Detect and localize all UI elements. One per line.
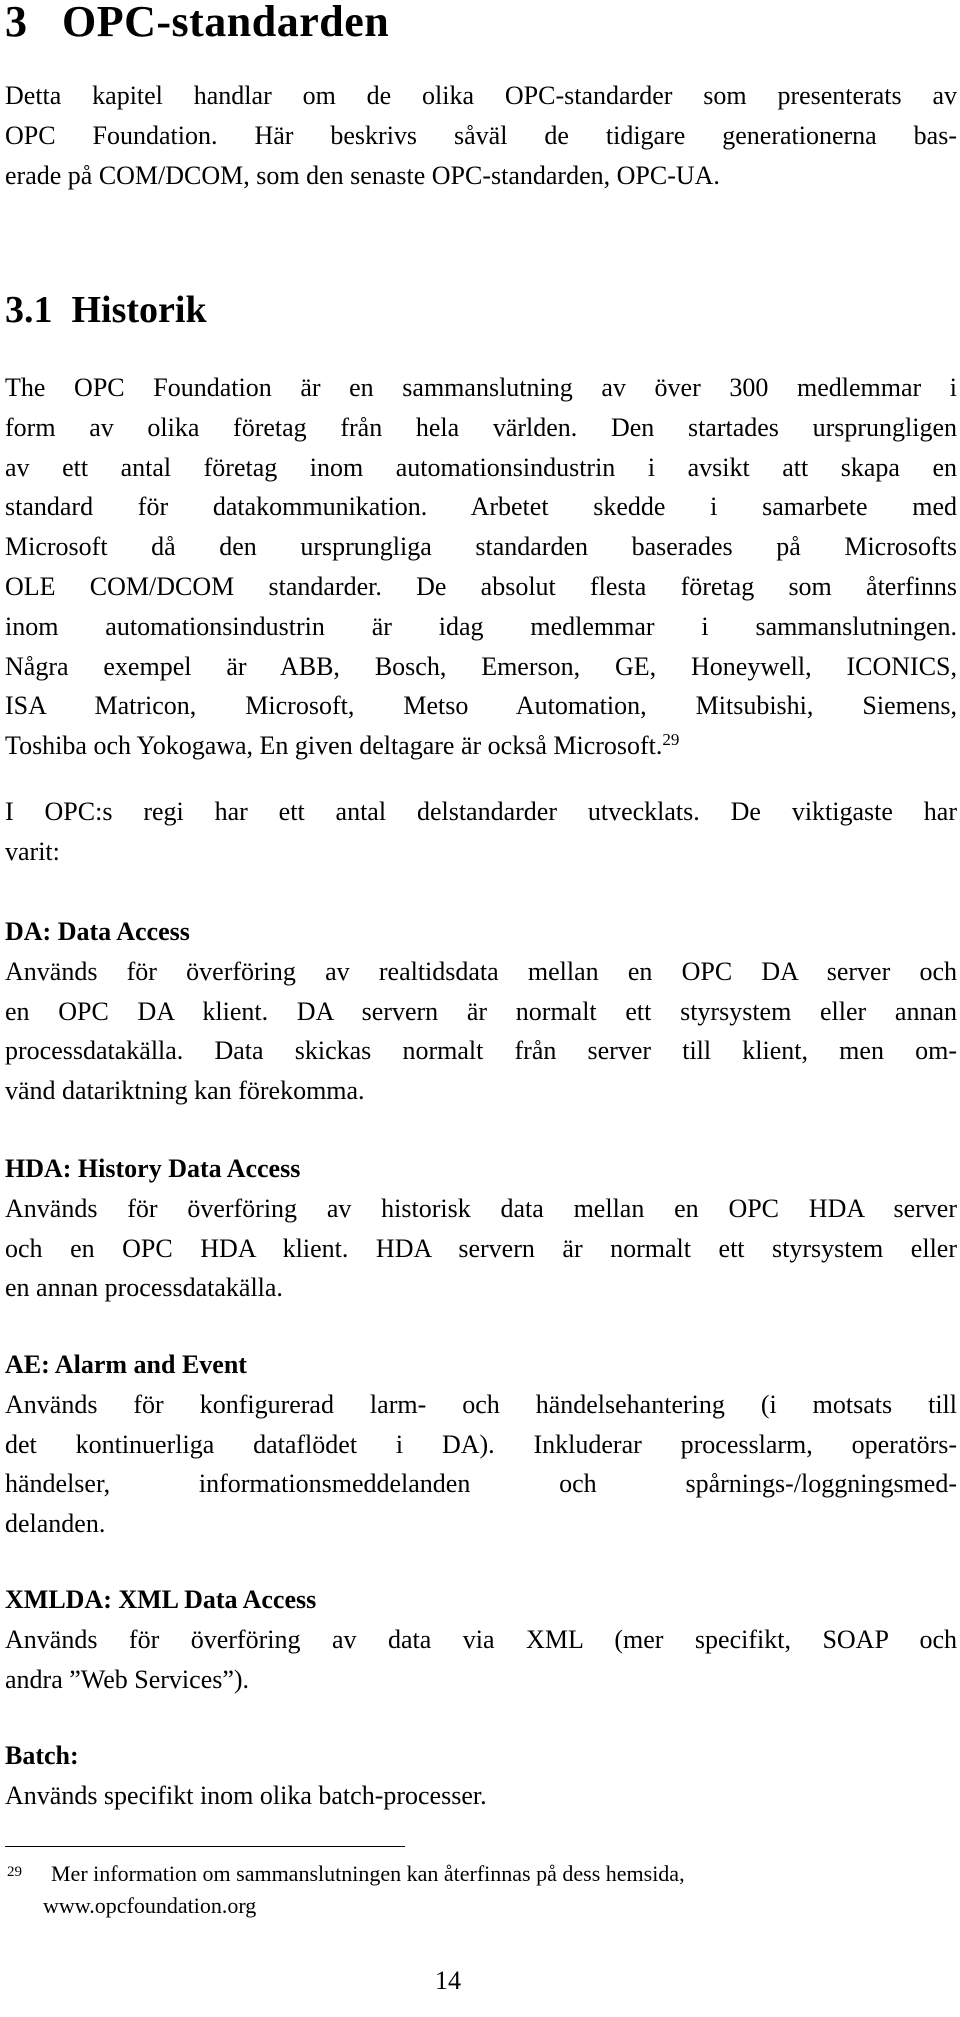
standard-ae bbox=[5, 1345, 957, 1544]
historik-line: ISA Matricon, Microsoft, Metso Automation, Mitsubishi, Siemens, bbox=[5, 691, 957, 721]
footnote-divider bbox=[5, 1846, 405, 1847]
intro-paragraph bbox=[5, 76, 957, 195]
intro-line: OPC Foundation. Här beskrivs såväl de tidigare generationerna bas- bbox=[5, 120, 957, 150]
historik-line: Microsoft då den ursprungliga standarden baserades på Microsofts bbox=[5, 532, 957, 562]
standard-line: delanden. bbox=[5, 1509, 106, 1539]
standard-term: XMLDA: XML Data Access bbox=[5, 1585, 317, 1614]
standard-term: DA: Data Access bbox=[5, 917, 190, 946]
historik-line: OLE COM/DCOM standarder. De absolut flesta företag som återfinns bbox=[5, 571, 957, 601]
standard-hda bbox=[5, 1149, 957, 1308]
chapter-title: OPC-standarden bbox=[62, 0, 390, 46]
historik-line: standard för datakommunikation. Arbetet skedde i samarbete med bbox=[5, 492, 957, 522]
standards-intro-line: I OPC:s regi har ett antal delstandarder utvecklats. De viktigaste har bbox=[5, 797, 957, 826]
historik-line: Några exempel är ABB, Bosch, Emerson, GE, Honeywell, ICONICS, bbox=[5, 651, 957, 681]
standard-line: processdatakälla. Data skickas normalt från server till klient, men om- bbox=[5, 1036, 957, 1066]
section-heading bbox=[5, 288, 207, 332]
footnote-url[interactable]: www.opcfoundation.org bbox=[43, 1893, 257, 1918]
historik-line: Toshiba och Yokogawa, En given deltagare är också Microsoft. bbox=[5, 731, 663, 761]
page-number: 14 bbox=[435, 1966, 461, 1995]
standard-batch bbox=[5, 1736, 957, 1816]
standard-term: Batch: bbox=[5, 1741, 79, 1770]
standard-line: händelser, informationsmeddelanden och spårnings-/loggningsmed- bbox=[5, 1469, 957, 1499]
historik-line: The OPC Foundation är en sammanslutning av över 300 medlemmar i bbox=[5, 373, 957, 402]
chapter-heading bbox=[5, 0, 389, 47]
standard-line: Används för överföring av realtidsdata mellan en OPC DA server och bbox=[5, 956, 957, 986]
section-title: Historik bbox=[71, 289, 207, 331]
standard-da bbox=[5, 912, 957, 1111]
historik-last-line bbox=[5, 726, 957, 766]
historik-paragraph bbox=[5, 368, 957, 766]
standard-line: och en OPC HDA klient. HDA servern är normalt ett styrsystem eller bbox=[5, 1233, 957, 1263]
intro-line: Detta kapitel handlar om de olika OPC-standarder som presenterats av bbox=[5, 81, 957, 110]
standard-line: en annan processdatakälla. bbox=[5, 1273, 283, 1303]
footnote-mark: 29 bbox=[7, 1864, 22, 1880]
historik-line: form av olika företag från hela världen. Den startades ursprungligen bbox=[5, 412, 957, 442]
historik-line: inom automationsindustrin är idag medlemmar i sammanslutningen. bbox=[5, 611, 957, 641]
standard-line: en OPC DA klient. DA servern är normalt ett styrsystem eller annan bbox=[5, 996, 957, 1026]
standard-line: det kontinuerliga dataflödet i DA). Inkluderar processlarm, operatörs- bbox=[5, 1429, 957, 1459]
standard-term: AE: Alarm and Event bbox=[5, 1350, 247, 1379]
historik-line: av ett antal företag inom automationsindustrin i avsikt att skapa en bbox=[5, 452, 957, 482]
standard-line: vänd datariktning kan förekomma. bbox=[5, 1076, 365, 1106]
standard-xmlda bbox=[5, 1580, 957, 1699]
chapter-number: 3 bbox=[5, 0, 28, 46]
intro-line: erade på COM/DCOM, som den senaste OPC-standarden, OPC-UA. bbox=[5, 160, 720, 190]
footnote-reference[interactable]: 29 bbox=[662, 730, 680, 750]
standards-intro-line: varit: bbox=[5, 836, 60, 866]
standards-intro-paragraph bbox=[5, 792, 957, 872]
standard-line: Används specifikt inom olika batch-processer. bbox=[5, 1780, 487, 1810]
standard-line: Används för överföring av data via XML (mer specifikt, SOAP och bbox=[5, 1624, 957, 1654]
standard-line: Används för konfigurerad larm- och händelsehantering (i motsats till bbox=[5, 1389, 957, 1419]
footnote-text: Mer information om sammanslutningen kan återfinnas på dess hemsida, bbox=[51, 1861, 685, 1886]
footnote bbox=[5, 1858, 945, 1922]
section-number: 3.1 bbox=[5, 289, 53, 331]
standard-line: Används för överföring av historisk data mellan en OPC HDA server bbox=[5, 1193, 957, 1223]
standard-line: andra ”Web Services”). bbox=[5, 1664, 250, 1694]
standard-term: HDA: History Data Access bbox=[5, 1154, 301, 1183]
